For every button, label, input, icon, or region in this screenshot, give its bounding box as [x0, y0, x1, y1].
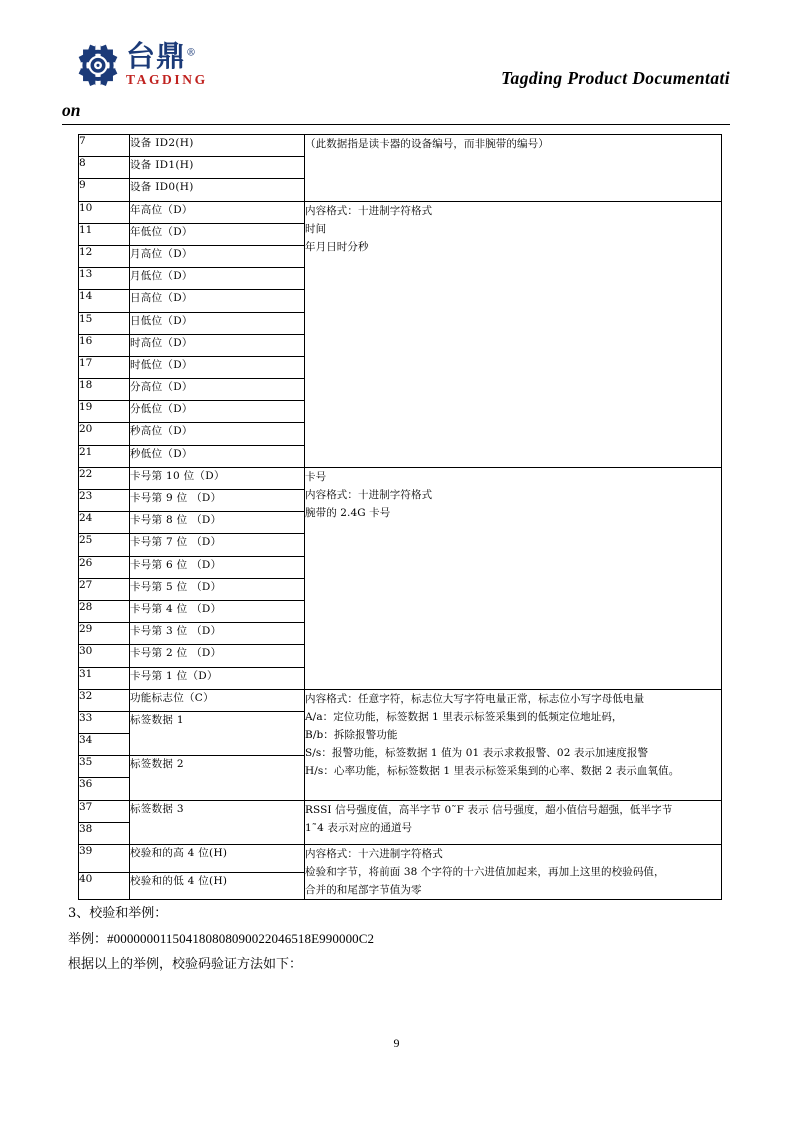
- description-line: B/b：拆除报警功能: [305, 728, 398, 741]
- cell-byte-index: 25: [79, 534, 130, 556]
- page-header: [62, 39, 730, 124]
- cell-byte-index: 7: [79, 135, 130, 157]
- cell-field-name: 时高位（D）: [130, 334, 305, 356]
- cell-field-name: 卡号第 9 位 （D）: [130, 490, 305, 512]
- description-line: 内容格式：任意字符，标志位大写字符电量正常，标志位小写字母低电量: [305, 692, 645, 705]
- description-line: （此数据指是读卡器的设备编号，而非腕带的编号）: [305, 138, 549, 150]
- cell-byte-index: 31: [79, 667, 130, 689]
- cell-field-name: 年低位（D）: [130, 223, 305, 245]
- closing-line: 根据以上的举例，校验码验证方法如下：: [68, 956, 303, 972]
- header-row: [62, 39, 730, 100]
- cell-field-name: 标签数据 2: [130, 756, 305, 800]
- cell-byte-index: 14: [79, 290, 130, 312]
- description-line: 时间: [305, 222, 327, 235]
- logo-chinese-name: 台鼎®: [126, 39, 198, 73]
- cell-byte-index: 38: [79, 822, 130, 844]
- description-line: 内容格式：十六进制字符格式: [305, 848, 443, 860]
- cell-byte-index: 18: [79, 379, 130, 401]
- cell-field-name: 月低位（D）: [130, 268, 305, 290]
- cell-field-name: 设备 ID0(H): [130, 179, 305, 201]
- cell-field-name: 卡号第 1 位（D）: [130, 667, 305, 689]
- company-logo: [62, 39, 208, 87]
- description-line: 年月日时分秒: [305, 240, 369, 253]
- cell-field-name: 卡号第 8 位 （D）: [130, 512, 305, 534]
- cell-field-name: 秒低位（D）: [130, 445, 305, 467]
- cell-byte-index: 26: [79, 556, 130, 578]
- header-title-continuation: on: [62, 100, 81, 120]
- cell-field-name: 卡号第 2 位 （D）: [130, 645, 305, 667]
- cell-field-name: 卡号第 4 位 （D）: [130, 600, 305, 622]
- cell-byte-index: 13: [79, 268, 130, 290]
- example-value: #000000011504180808090022046518E990000C2: [107, 930, 375, 946]
- cell-field-name: 时低位（D）: [130, 356, 305, 378]
- cell-field-name: 日高位（D）: [130, 290, 305, 312]
- example-line: [68, 927, 728, 953]
- description-line: 内容格式：十进制字符格式: [305, 204, 433, 217]
- cell-field-name: 卡号第 3 位 （D）: [130, 623, 305, 645]
- table-row: [79, 845, 722, 873]
- description-line: S/s：报警功能，标签数据 1 值为 01 表示求救报警、02 表示加速度报警: [305, 746, 649, 759]
- page-number: 9: [393, 1036, 400, 1050]
- cell-byte-index: 21: [79, 445, 130, 467]
- cell-byte-index: 8: [79, 157, 130, 179]
- cell-byte-index: 10: [79, 201, 130, 223]
- description-line: A/a：定位功能，标签数据 1 里表示标签采集到的低频定位地址码，: [305, 710, 623, 723]
- cell-description: [305, 467, 722, 689]
- cell-byte-index: 11: [79, 223, 130, 245]
- cell-field-name: 卡号第 6 位 （D）: [130, 556, 305, 578]
- page-footer: [0, 1036, 793, 1051]
- cell-byte-index: 35: [79, 756, 130, 778]
- cell-byte-index: 12: [79, 245, 130, 267]
- description-line: 腕带的 2.4G 卡号: [305, 506, 391, 519]
- cell-byte-index: 27: [79, 578, 130, 600]
- cell-byte-index: 37: [79, 800, 130, 822]
- logo-english-name: TAGDING: [126, 72, 208, 87]
- cell-field-name: 设备 ID2(H): [130, 135, 305, 157]
- cell-description: [305, 800, 722, 844]
- cell-field-name: 年高位（D）: [130, 201, 305, 223]
- cell-byte-index: 32: [79, 689, 130, 711]
- cell-byte-index: 22: [79, 467, 130, 489]
- cell-byte-index: 34: [79, 734, 130, 756]
- cell-field-name: 卡号第 10 位（D）: [130, 467, 305, 489]
- cell-byte-index: 9: [79, 179, 130, 201]
- cell-description: [305, 135, 722, 202]
- cell-byte-index: 33: [79, 711, 130, 733]
- registered-mark-icon: ®: [186, 47, 198, 59]
- header-title: Tagding Product Documentati: [501, 68, 730, 88]
- cell-byte-index: 28: [79, 600, 130, 622]
- cell-byte-index: 19: [79, 401, 130, 423]
- cell-field-name: 月高位（D）: [130, 245, 305, 267]
- description-line: 检验和字节，将前面 38 个字符的十六进值加起来，再加上这里的校验码值，: [305, 866, 665, 879]
- cell-field-name: 校验和的低 4 位(H): [130, 872, 305, 900]
- description-line: 卡号: [305, 470, 327, 483]
- cell-byte-index: 30: [79, 645, 130, 667]
- description-line: 内容格式：十进制字符格式: [305, 488, 433, 501]
- cell-byte-index: 15: [79, 312, 130, 334]
- cell-field-name: 标签数据 1: [130, 711, 305, 755]
- section-heading: 3、校验和举例：: [68, 906, 168, 921]
- table-row: [79, 201, 722, 223]
- description-line: 合并的和尾部字节值为零: [305, 884, 422, 897]
- cell-byte-index: 16: [79, 334, 130, 356]
- cell-byte-index: 40: [79, 872, 130, 900]
- cell-field-name: 校验和的高 4 位(H): [130, 845, 305, 873]
- description-line: H/s：心率功能，标标签数据 1 里表示标签采集到的心率、数据 2 表示血氧值。: [305, 764, 680, 777]
- cell-field-name: 日低位（D）: [130, 312, 305, 334]
- example-label: 举例：: [68, 931, 108, 947]
- table-row: [79, 467, 722, 489]
- cell-byte-index: 36: [79, 778, 130, 800]
- cell-field-name: 卡号第 7 位 （D）: [130, 534, 305, 556]
- cell-field-name: 卡号第 5 位 （D）: [130, 578, 305, 600]
- cell-byte-index: 29: [79, 623, 130, 645]
- table-row: [79, 800, 722, 822]
- cell-field-name: 设备 ID1(H): [130, 157, 305, 179]
- cell-field-name: 分低位（D）: [130, 401, 305, 423]
- body-text-block: [68, 902, 728, 978]
- cell-field-name: 分高位（D）: [130, 379, 305, 401]
- table-row: [79, 689, 722, 711]
- gear-logo-icon: [76, 42, 120, 86]
- header-divider: [62, 124, 730, 125]
- table-row: [79, 135, 722, 157]
- cell-byte-index: 39: [79, 845, 130, 873]
- protocol-field-table-wrapper: [78, 134, 722, 900]
- protocol-field-table: [78, 134, 722, 900]
- cell-byte-index: 23: [79, 490, 130, 512]
- cell-byte-index: 17: [79, 356, 130, 378]
- cell-byte-index: 24: [79, 512, 130, 534]
- cell-field-name: 秒高位（D）: [130, 423, 305, 445]
- cell-byte-index: 20: [79, 423, 130, 445]
- cell-description: [305, 201, 722, 467]
- description-line: 1˜4 表示对应的通道号: [305, 821, 413, 834]
- description-line: RSSI 信号强度值，高半字节 0˜F 表示 信号强度，超小值信号超强，低半字节: [305, 803, 673, 816]
- cell-description: [305, 689, 722, 800]
- cell-field-name: 功能标志位（C）: [130, 689, 305, 711]
- cell-field-name: 标签数据 3: [130, 800, 305, 844]
- cell-description: [305, 845, 722, 900]
- logo-wordmark: [126, 39, 208, 87]
